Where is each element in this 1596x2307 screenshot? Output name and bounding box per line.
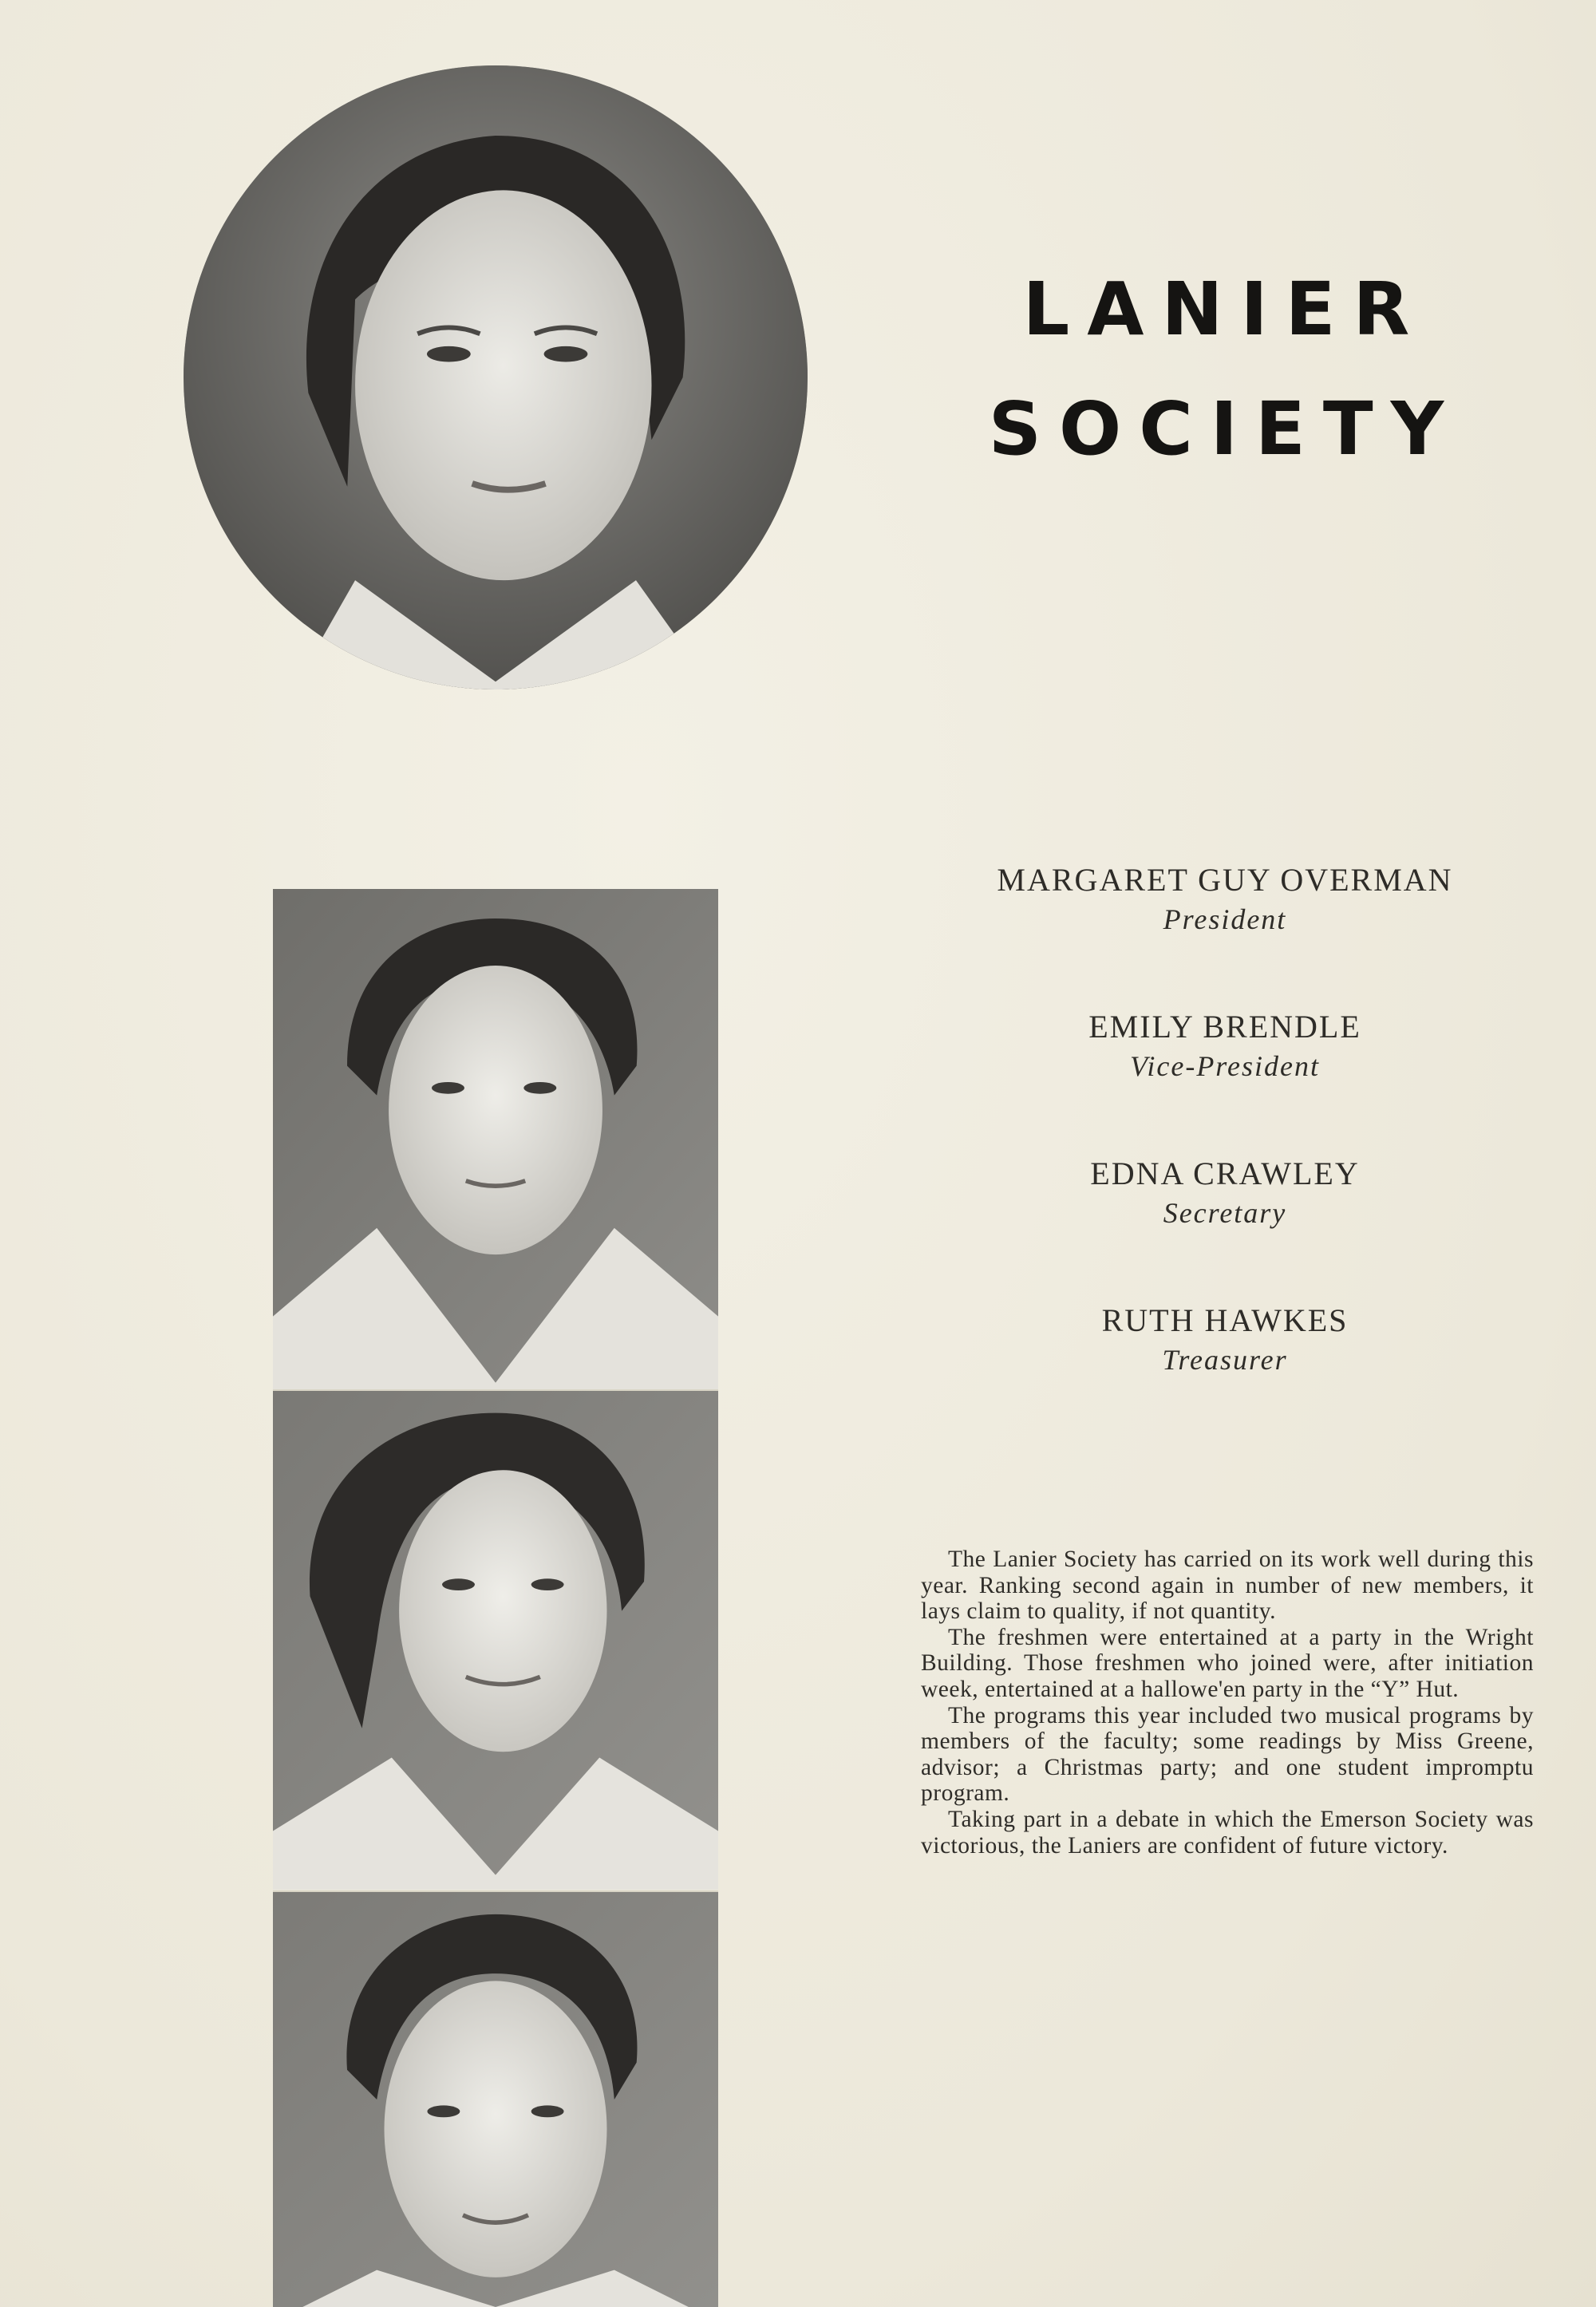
page-title-line-1: LANIER	[1022, 267, 1428, 352]
society-description	[921, 1547, 1534, 1859]
officer-role: Treasurer	[1162, 1344, 1288, 1376]
portrait-photo-circle	[184, 65, 808, 689]
officer-entry	[934, 860, 1516, 1007]
paragraph: The programs this year included two musical programs by members of the faculty; some readings by Miss Greene, advisor; a Christmas party; and one student impromptu program.	[921, 1702, 1534, 1807]
officer-entry	[934, 1154, 1516, 1301]
page-title-line-2: SOCIETY	[988, 386, 1462, 472]
officer-name: EDNA CRAWLEY	[1090, 1155, 1360, 1191]
officer-name: RUTH HAWKES	[1101, 1302, 1349, 1338]
portrait-photo-1	[273, 889, 718, 1390]
officer-entry	[934, 1301, 1516, 1448]
portrait-photo-2	[273, 1391, 718, 1890]
officer-name: MARGARET GUY OVERMAN	[997, 862, 1453, 898]
paragraph: Taking part in a debate in which the Emerson Society was victorious, the Laniers are confident of future victory.	[921, 1806, 1534, 1859]
officer-role: Vice-President	[1130, 1050, 1320, 1082]
officers-list	[934, 860, 1516, 1448]
officer-name: EMILY BRENDLE	[1088, 1009, 1361, 1045]
officer-role: Secretary	[1163, 1197, 1287, 1229]
officer-role: President	[1163, 903, 1287, 935]
paragraph: The freshmen were entertained at a party in the Wright Building. Those freshmen who joined were, after initiation week, entertained at a hallowe'en party in the “Y” Hut.	[921, 1624, 1534, 1702]
officer-entry	[934, 1007, 1516, 1154]
paragraph: The Lanier Society has carried on its work well during this year. Ranking second again in number of new members, it lays claim to quality, if not quantity.	[921, 1547, 1534, 1625]
portrait-photo-3	[273, 1892, 718, 2307]
